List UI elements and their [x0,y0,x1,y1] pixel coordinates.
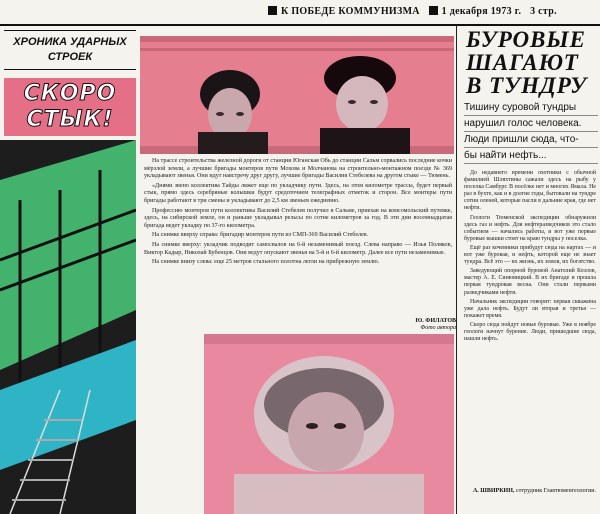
rubric-line: ХРОНИКА УДАРНЫХ [13,36,127,48]
article-paragraph: Ещё раз кочевники прибудут сюда на нартах — и вот уже буровая, и нефть, которой еще не знает тундра. Всё это — их жизнь, их земля, их богатство. [464,244,596,266]
article-paragraph: На трассе строительства железной дороги от станции Юганская Обь до станции Сальм сорвались последние кочки мёрзлой земли, а лучшие бригады монтеров пути Мохова и Молчанова на строительно-монтажном поезде № 369 укладывают звенья. Они идут навстречу друг другу, лучшие бригады Василия Стебелева на другом стыке — Тюмень. [144,158,452,180]
right-article-body [464,170,596,345]
headline-block [4,78,136,136]
article-body [144,158,452,269]
author-note: сотрудник Главтюменгеологии. [515,488,596,494]
rubric-box [4,30,136,70]
photo-workers-image [140,36,454,154]
square-icon [429,6,438,15]
photo-railway [0,140,136,514]
rubric-line: СТРОЕК [47,51,93,63]
article-paragraph: «Днями звено коллектива Тайды ляжет еще по укладчику пути. Здесь, на этом километре трассы, будет первый стык, прямо здесь серебряные колышки будут средоточием телеграфных отметок и сторон. Все монтеры пути бригады работают в три смены и укладывают до 2,5 км звеньев ежедневно. [144,182,452,204]
lead-line: бы найти нефть... [464,148,598,164]
photo-railway-image [0,140,136,514]
photo-worker-closeup-image [204,334,454,514]
article-paragraph: До недавнего времени охотники с обычной фамилией Шляхтины сажали здесь на рыбу у поселка Самбург. В посёлке нет и многих Ямала. Не раз в бухте, как и в долгие годы, бытовали на тундре сотни оленей, которые пасли в дальние края, где нет нефти. [464,170,596,212]
page-number: 3 стр. [530,6,557,17]
article-paragraph: Заведующий опорной буровой Анатолий Козлов, мастер А. Е. Синювицкий. В их бригаде и прошла первая тундровая весна. Они стали первыми разведчиками нефти. [464,268,596,296]
author-name: Ю. ФИЛАТОВ [415,318,456,324]
headline-line: ШАГАЮТ [466,50,579,75]
headline-line: В ТУНДРУ [466,73,588,98]
photo-caption: На снимке вверху справа: бригадир монтеров пути из СМП-369 Василий Стебелев. [152,232,369,239]
lead-line: нарушил голос человека. [464,116,598,132]
issue-date: 1 декабря 1973 г. [441,6,522,17]
photo-worker-closeup [204,334,454,514]
headline-line: СТЫК! [26,107,114,132]
article-paragraph: Профессию монтеров пути коллективы Василий Стебелев получил в Сальме, приехав на комсомольский путевке, здесь, на сибирской земле, он и раньше укладывал рельсы по сотне километров за год. В эти дни восемнадцатая бригада ведет укладку по 37-го километра. [144,207,452,229]
article-paragraph: Скоро сюда пойдут новые буровые. Уже в ноябре геологи начнут бурение. Люди, пришедшие сюда, нашли нефть. [464,321,596,343]
right-headline [466,28,600,97]
lead-line: Люди пришли сюда, что- [464,132,598,148]
photo-workers [140,36,454,154]
right-lead [464,100,598,164]
photo-caption: На снимке вверху: укладчик подводит самосвалов на 6-й незаменимый поезд. Слева направо — Илья Поляков, Виктор Кадыр, Николай Бубенцов. Они ведут опускают звенья на 5-й и 6-й километр. Далее все пути незаменимые. [144,241,452,256]
photo-caption: На снимке внизу слева: еще 25 метров стального полотна легли на прибрежную землю. [152,259,380,266]
author-name: А. ШВИРКИН, [472,488,515,494]
headline-line: БУРОВЫЕ [466,27,587,52]
page-header [268,6,600,20]
article-paragraph: Начальник экспедиции говорит: первая скважина уже дала нефть. Будут ли вторая и третья — покажет время. [464,298,596,319]
lead-line: Тишину суровой тундры [464,100,598,116]
header-rule [0,24,600,26]
column-divider [456,26,457,514]
right-signature [470,488,596,495]
newspaper-name: К ПОБЕДЕ КОММУНИЗМА [281,6,420,17]
author-note: Фото автора [420,325,456,331]
article-paragraph: Геологи Тюменской экспедиции обнаружили здесь газ и нефть. Для нефтеразведчиков это стало событием — начались работы, и вот уже первые буровые вышки стоят на краю тундры у поселка. [464,214,596,242]
article-signature [380,318,456,332]
headline-line: СКОРО [23,81,117,106]
square-icon [268,6,277,15]
